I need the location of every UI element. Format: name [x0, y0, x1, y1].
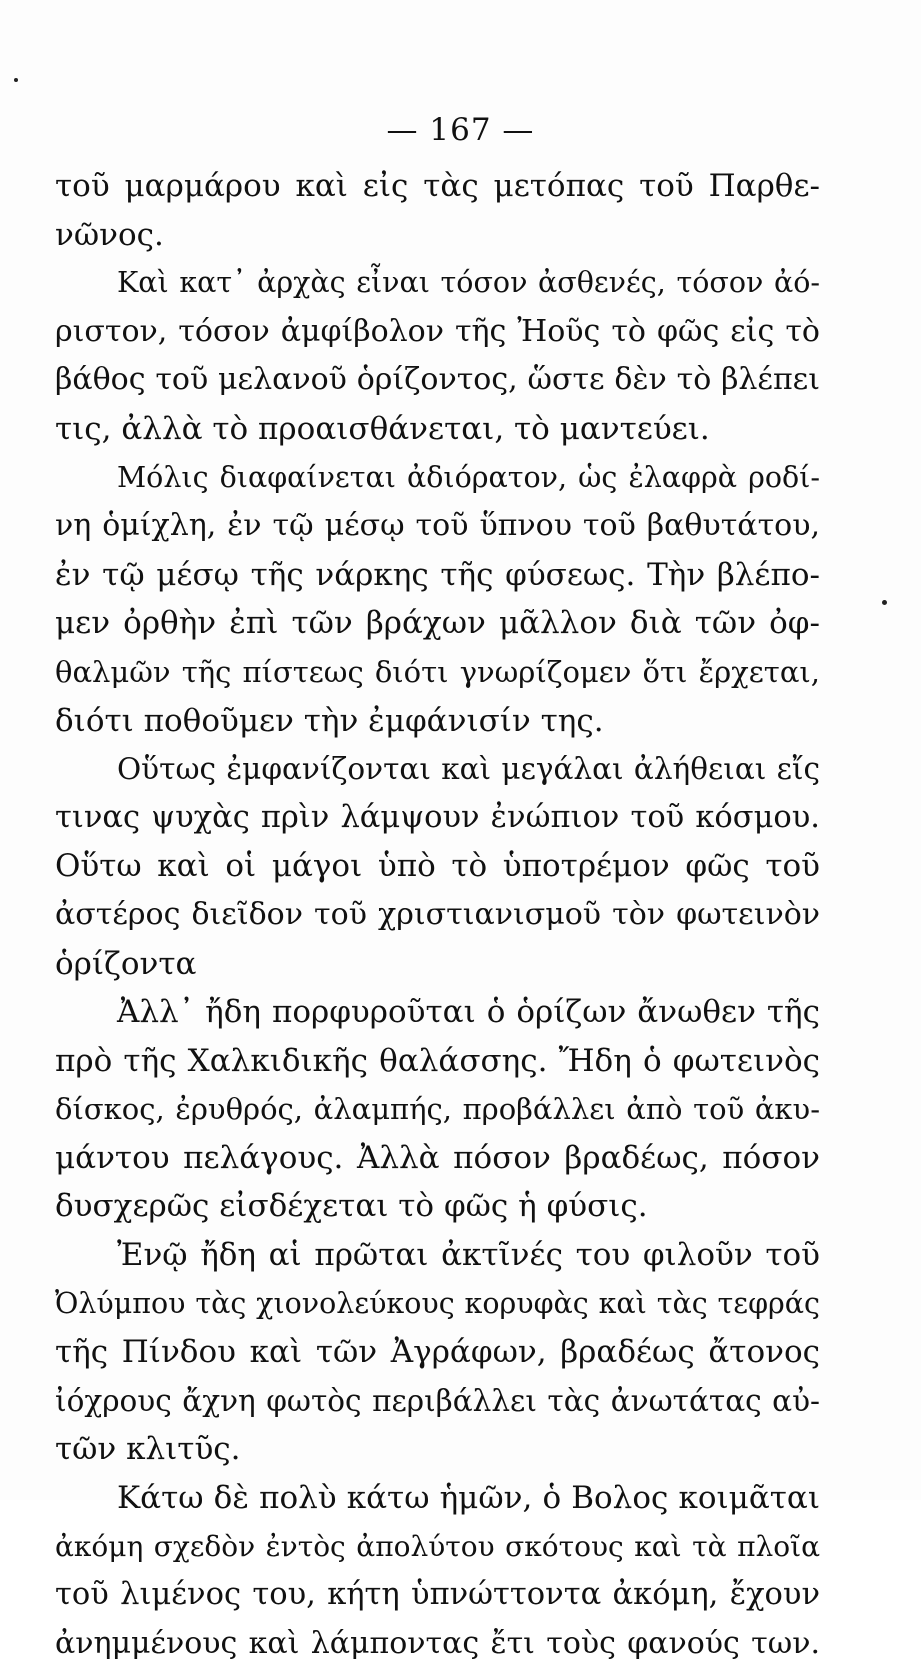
text-line: Ἐνῷ ἤδη αἱ πρῶται ἀκτῖνές του φιλοῦν τοῦ: [117, 1237, 820, 1274]
text-line: πρὸ τῆς Χαλκιδικῆς θαλάσσης. Ἤδη ὁ φωτεινὸς: [55, 1042, 820, 1079]
print-speck: [14, 78, 18, 82]
text-line: τινας ψυχὰς πρὶν λάμψουν ἐνώπιον τοῦ κόσμου.: [55, 799, 820, 835]
text-line: ριστον, τόσον ἀμφίβολον τῆς Ἠοῦς τὸ φῶς εἰς τὸ: [55, 313, 820, 349]
text-line: ἐν τῷ μέσῳ τῆς νάρκης τῆς φύσεως. Τὴν βλέπο-: [55, 556, 820, 593]
text-line: Ὀλύμπου τὰς χιονολεύκους κορυφὰς καὶ τὰς τεφράς: [55, 1286, 820, 1320]
text-line: τοῦ μαρμάρου καὶ εἰς τὰς μετόπας τοῦ Παρθε-: [55, 168, 820, 204]
text-line: διότι ποθοῦμεν τὴν ἐμφάνισίν της.: [55, 702, 604, 739]
text-line: νῶνος.: [55, 216, 164, 253]
text-line: Καὶ κατ᾽ ἀρχὰς εἶναι τόσον ἀσθενές, τόσον ἀό-: [117, 266, 820, 300]
page-number: — 167 —: [386, 112, 535, 148]
text-line: δυσχερῶς εἰσδέχεται τὸ φῶς ἡ φύσις.: [55, 1188, 648, 1225]
text-line: νη ὁμίχλη, ἐν τῷ μέσῳ τοῦ ὕπνου τοῦ βαθυτάτου,: [55, 508, 820, 544]
text-line: ἀνημμένους καὶ λάμποντας ἔτι τοὺς φανούς των.: [55, 1625, 820, 1661]
body-text: [55, 162, 820, 1668]
text-line: τῆς Πίνδου καὶ τῶν Ἀγράφων, βραδέως ἄτονος: [55, 1334, 820, 1371]
text-line: μάντου πελάγους. Ἀλλὰ πόσον βραδέως, πόσον: [55, 1139, 820, 1176]
text-line: Ἀλλ᾽ ἤδη πορφυροῦται ὁ ὁρίζων ἄνωθεν τῆς: [117, 994, 820, 1031]
text-line: ἰόχρους ἄχνη φωτὸς περιβάλλει τὰς ἀνωτάτας αὐ-: [55, 1383, 820, 1418]
text-line: μεν ὀρθὴν ἐπὶ τῶν βράχων μᾶλλον διὰ τῶν ὀφ-: [55, 605, 820, 642]
text-line: Κάτω δὲ πολὺ κάτω ἡμῶν, ὁ Βολος κοιμᾶται: [117, 1480, 820, 1517]
text-line: τοῦ λιμένος του, κήτη ὑπνώττοντα ἀκόμη, ἔχουν: [55, 1577, 820, 1613]
text-line: τῶν κλιτῦς.: [55, 1431, 241, 1468]
text-line: Μόλις διαφαίνεται ἀδιόρατον, ὡς ἐλαφρὰ ροδί-: [117, 460, 820, 494]
text-line: βάθος τοῦ μελανοῦ ὁρίζοντος, ὥστε δὲν τὸ βλέπει: [55, 362, 820, 398]
text-line: θαλμῶν τῆς πίστεως διότι γνωρίζομεν ὅτι ἔρχεται,: [55, 654, 820, 689]
text-line: τις, ἀλλὰ τὸ προαισθάνεται, τὸ μαντεύει.: [55, 410, 710, 447]
text-line: ἀστέρος διεῖδον τοῦ χριστιανισμοῦ τὸν φωτεινὸν: [55, 896, 820, 932]
print-speck: [882, 600, 887, 605]
text-line: ἀκόμη σχεδὸν ἐντὸς ἀπολύτου σκότους καὶ τὰ πλοῖα: [55, 1529, 820, 1563]
text-line: δίσκος, ἐρυθρός, ἀλαμπής, προβάλλει ἀπὸ τοῦ ἀκυ-: [55, 1092, 820, 1127]
text-line: ὁρίζοντα: [55, 945, 197, 982]
text-line: Οὕτω καὶ οἱ μάγοι ὑπὸ τὸ ὑποτρέμον φῶς τοῦ: [55, 848, 820, 885]
text-line: Οὕτως ἐμφανίζονται καὶ μεγάλαι ἀλήθειαι εἴς: [117, 752, 820, 787]
